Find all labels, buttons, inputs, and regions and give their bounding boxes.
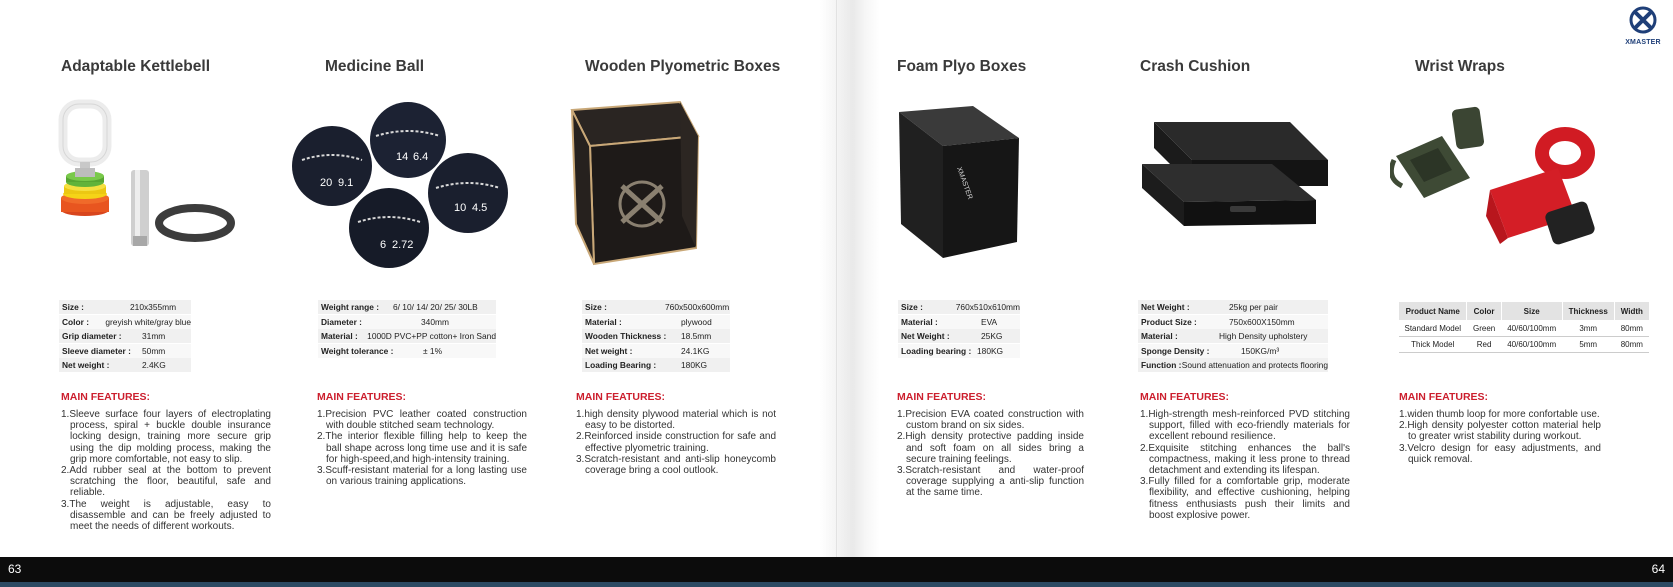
feature-list — [897, 409, 1084, 499]
spec-row: Net Weight : 25kg per pair — [1138, 300, 1328, 314]
ball-weight-label: 6.4 — [413, 151, 429, 163]
page-number-right: 64 — [1651, 562, 1665, 576]
feature-item: 3.Velcro design for easy adjustments, and quick removal. — [1399, 442, 1601, 465]
table-header: Color — [1467, 302, 1501, 321]
feature-list — [317, 409, 527, 487]
ball-weight-label: 20 — [320, 177, 333, 189]
feature-list — [61, 409, 271, 532]
product-title: Medicine Ball — [325, 58, 425, 75]
spec-row: Size : 210x355mm — [59, 300, 191, 314]
table-cell: 80mm — [1614, 321, 1649, 337]
feature-item: 2.The interior flexible filling help to keep the ball shape across long time use and it is safe for high-speed,and high-intensity training. — [317, 431, 527, 465]
table-header-row — [1399, 302, 1650, 321]
spec-table — [59, 300, 191, 373]
ball-weight-label: 10 — [454, 202, 467, 214]
ball-weight-label: 9.1 — [338, 177, 354, 189]
table-header: Size — [1501, 302, 1562, 321]
feature-list — [576, 409, 776, 476]
table-cell: Green — [1467, 321, 1501, 337]
ball-weight-label: 6 — [380, 239, 387, 251]
page-fold — [836, 0, 837, 557]
spec-row: Grip diameter : 31mm — [59, 329, 191, 343]
feature-item: 1.Precision PVC leather coated construction with double stitched seam technology. — [317, 409, 527, 432]
feature-item: 3.Scratch-resistant and water-proof coverage supplying a anti-slip function at the same time. — [897, 465, 1084, 499]
spec-row: Material : 1000D PVC+PP cotton+ Iron Sand — [318, 329, 496, 343]
main-features-heading: MAIN FEATURES: — [576, 391, 666, 403]
spec-row: Product Size : 750x600X150mm — [1138, 315, 1328, 329]
brand-logo — [1625, 6, 1661, 46]
main-features-heading: MAIN FEATURES: — [897, 391, 987, 403]
product-title: Crash Cushion — [1140, 58, 1251, 75]
spec-row: Net weight : 24.1KG — [582, 344, 730, 358]
feature-item: 2.Add rubber seal at the bottom to prevent scratching the floor, beautiful, safe and reliable. — [61, 465, 271, 499]
spec-row: Net Weight : 25KG — [898, 329, 1020, 343]
feature-item: 3.Fully filled for a comfortable grip, moderate flexibility, and effective cushioning, helping fitness enthusiasts push their limits and boost explosive power. — [1140, 476, 1350, 521]
ball-weight-label: 2.72 — [392, 239, 414, 251]
crash-cushion-image — [1140, 98, 1330, 270]
main-features-heading: MAIN FEATURES: — [1399, 391, 1489, 403]
table-header: Thickness — [1562, 302, 1614, 321]
table-cell: 40/60/100mm — [1501, 321, 1562, 337]
wrist-wraps-image — [1390, 98, 1605, 270]
ball-weight-label: 14 — [396, 151, 409, 163]
feature-item: 1.Precision EVA coated construction with custom brand on six sides. — [897, 409, 1084, 432]
svg-text:XMASTER: XMASTER — [955, 166, 974, 201]
table-cell: 40/60/100mm — [1501, 337, 1562, 353]
table-cell: 80mm — [1614, 337, 1649, 353]
feature-item: 2.Reinforced inside construction for safe and effective plyometric training. — [576, 431, 776, 454]
page-footer — [0, 557, 1673, 582]
spec-row: Net weight : 2.4KG — [59, 358, 191, 372]
spec-row: Weight tolerance : ± 1% — [318, 344, 496, 358]
spec-row: Loading Bearing : 180KG — [582, 358, 730, 372]
product-title: Wrist Wraps — [1415, 58, 1505, 75]
footer-stripe — [0, 582, 1673, 587]
feature-item: 3.The weight is adjustable, easy to disassemble and can be freely adjusted to meet the needs of different workouts. — [61, 498, 271, 533]
spec-row: Color : greyish white/gray blue — [59, 315, 191, 329]
main-features-heading: MAIN FEATURES: — [61, 391, 151, 403]
table-cell: Red — [1467, 337, 1501, 353]
medicine-ball-image — [290, 98, 520, 270]
xmaster-logo-icon — [1626, 6, 1660, 34]
feature-list — [1140, 409, 1350, 521]
feature-item: 3.Scuff-resistant material for a long lasting use on various training applications. — [317, 465, 527, 488]
table-row — [1399, 337, 1650, 353]
feature-item: 3.Scratch-resistant and anti-slip honeycomb coverage bring a cool outlook. — [576, 453, 776, 477]
ball-weight-label: 4.5 — [472, 202, 488, 214]
spec-row: Sponge Density : 150KG/m³ — [1138, 344, 1328, 358]
feature-item: 2.High density polyester cotton material help to greater wrist stability during workout. — [1399, 420, 1601, 443]
kettlebell-image — [55, 98, 255, 270]
spec-row: Size : 760x500x600mm — [582, 300, 730, 314]
feature-item: 1.Sleeve surface four layers of electroplating process, spiral + buckle double insurance locking design, training more secure grip using the dip molding process, making the grip more comfortable, not easy to slip. — [61, 409, 271, 465]
table-header: Product Name — [1399, 302, 1467, 321]
spec-table — [1138, 300, 1328, 373]
main-features-heading: MAIN FEATURES: — [1140, 391, 1230, 403]
spec-row: Diameter : 340mm — [318, 315, 496, 329]
spec-row: Material : plywood — [582, 315, 730, 329]
spec-row: Size : 760x510x610mm — [898, 300, 1020, 314]
page-number-left: 63 — [8, 562, 22, 576]
spec-row: Loading bearing : 180KG — [898, 344, 1020, 358]
spec-grid — [1398, 301, 1650, 353]
feature-item: 2.High density protective padding inside and soft foam on all sides bring a secure training feelings. — [897, 431, 1084, 465]
spec-table — [898, 300, 1020, 358]
feature-item: 1.high density plywood material which is not easy to be distorted. — [576, 409, 776, 432]
logo-text: XMASTER — [1625, 39, 1661, 46]
product-title: Foam Plyo Boxes — [897, 58, 1027, 75]
spec-row: Material : EVA — [898, 315, 1020, 329]
table-cell: 5mm — [1562, 337, 1614, 353]
table-cell: Thick Model — [1399, 337, 1467, 353]
main-features-heading: MAIN FEATURES: — [317, 391, 407, 403]
spec-table — [318, 300, 496, 358]
spec-table — [582, 300, 730, 373]
feature-item: 1.High-strength mesh-reinforced PVD stitching support, filled with eco-friendly materials for excellent rebound resilience. — [1140, 409, 1350, 443]
feature-item: 1.widen thumb loop for more confortable use. — [1399, 409, 1600, 420]
product-title: Adaptable Kettlebell — [61, 58, 210, 75]
spec-row: Weight range : 6/ 10/ 14/ 20/ 25/ 30LB — [318, 300, 496, 314]
table-cell: 3mm — [1562, 321, 1614, 337]
table-header: Width — [1614, 302, 1649, 321]
foam-box-image — [897, 98, 1027, 270]
spec-row: Wooden Thickness : 18.5mm — [582, 329, 730, 343]
feature-list — [1399, 409, 1601, 465]
spec-row: Material : High Density upholstery — [1138, 329, 1328, 343]
table-row — [1399, 321, 1650, 337]
spec-row: Sleeve diameter : 50mm — [59, 344, 191, 358]
wooden-box-image — [570, 98, 745, 270]
size-table — [1398, 301, 1650, 353]
table-cell: Standard Model — [1399, 321, 1467, 337]
page-gutter — [820, 0, 880, 557]
feature-item: 2.Exquisite stitching enhances the ball's compactness, making it less prone to thread detachment and extending its lifespan. — [1140, 442, 1350, 477]
spec-row: Function : Sound attenuation and protects flooring — [1138, 358, 1328, 372]
product-title: Wooden Plyometric Boxes — [585, 58, 781, 75]
